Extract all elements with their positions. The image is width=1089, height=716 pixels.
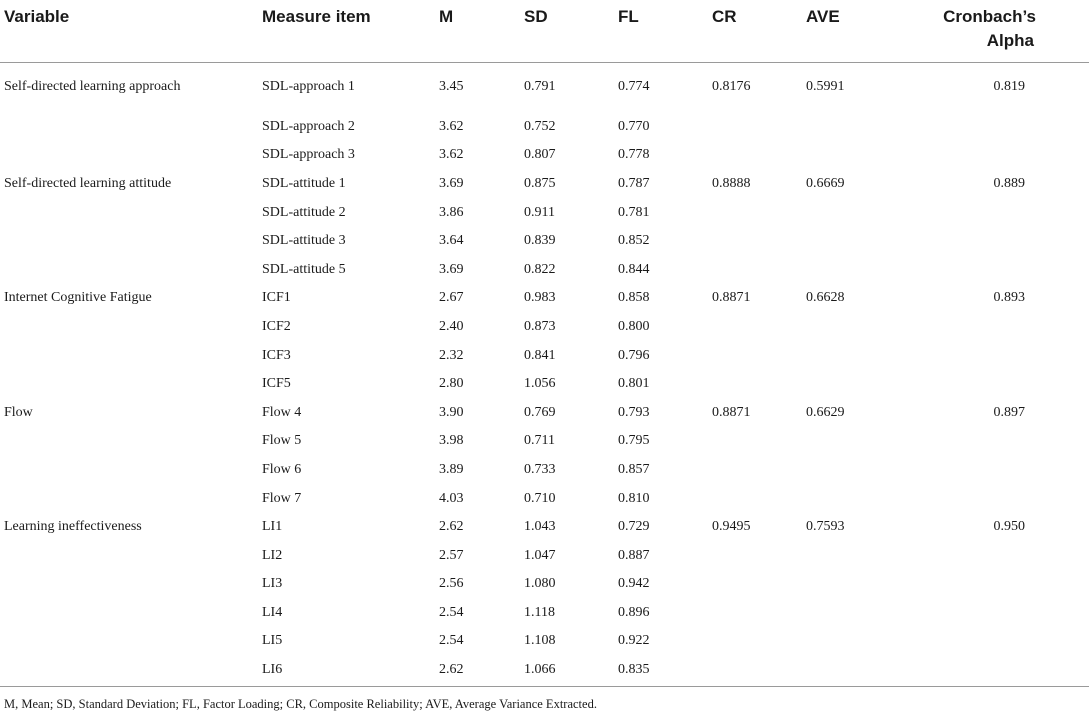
cell-m: 3.62 xyxy=(439,118,464,134)
table-row xyxy=(0,427,1089,456)
cell-sd: 0.769 xyxy=(524,404,556,420)
cell-cr xyxy=(712,198,806,227)
cell-measure-item: LI3 xyxy=(262,576,283,592)
cell-measure-item: SDL-attitude 5 xyxy=(262,261,346,277)
cell-ave xyxy=(806,227,904,256)
cell-ave xyxy=(806,656,904,685)
cell-fl: 0.781 xyxy=(618,204,650,220)
cell-cronbach-alpha xyxy=(904,484,1089,513)
cell-fl: 0.800 xyxy=(618,318,650,334)
table-row xyxy=(0,198,1089,227)
cell-cr: 0.8871 xyxy=(712,290,751,306)
cell-m: 3.62 xyxy=(439,147,464,163)
cell-variable xyxy=(0,484,262,513)
cell-measure-item: SDL-attitude 1 xyxy=(262,175,346,191)
cell-sd: 0.911 xyxy=(524,204,555,220)
cell-cronbach-alpha xyxy=(904,313,1089,342)
cell-variable xyxy=(0,570,262,599)
table-row xyxy=(0,456,1089,485)
cell-variable: Self-directed learning attitude xyxy=(4,175,172,191)
cell-sd: 0.752 xyxy=(524,118,556,134)
cell-ave xyxy=(806,113,904,142)
cell-cronbach-alpha xyxy=(904,255,1089,284)
table-row xyxy=(0,255,1089,284)
cell-variable: Flow xyxy=(4,404,33,420)
cell-cr xyxy=(712,484,806,513)
cell-sd: 0.710 xyxy=(524,490,556,506)
cell-sd: 0.733 xyxy=(524,461,556,477)
table-row xyxy=(0,141,1089,170)
cell-variable xyxy=(0,113,262,142)
cell-cr xyxy=(712,227,806,256)
cell-sd: 1.047 xyxy=(524,547,556,563)
cell-ave xyxy=(806,370,904,399)
cell-fl: 0.844 xyxy=(618,261,650,277)
cell-cronbach-alpha xyxy=(904,227,1089,256)
cell-fl: 0.729 xyxy=(618,519,650,535)
table-row xyxy=(0,62,1089,113)
cell-sd: 0.873 xyxy=(524,318,556,334)
table-body xyxy=(0,62,1089,684)
cell-cr xyxy=(712,599,806,628)
cell-sd: 0.711 xyxy=(524,433,555,449)
cell-cr xyxy=(712,313,806,342)
cell-variable xyxy=(0,141,262,170)
cell-ave xyxy=(806,341,904,370)
cell-sd: 0.822 xyxy=(524,261,556,277)
cell-fl: 0.774 xyxy=(618,78,650,94)
cell-fl: 0.835 xyxy=(618,662,650,678)
table-header xyxy=(0,0,1089,62)
cell-measure-item: LI1 xyxy=(262,519,283,535)
cell-measure-item: SDL-attitude 3 xyxy=(262,233,346,249)
cell-cronbach-alpha: 0.889 xyxy=(993,175,1025,191)
cell-fl: 0.857 xyxy=(618,461,650,477)
cell-fl: 0.778 xyxy=(618,147,650,163)
cell-cronbach-alpha xyxy=(904,370,1089,399)
cell-variable xyxy=(0,198,262,227)
cell-ave xyxy=(806,570,904,599)
cell-measure-item: Flow 5 xyxy=(262,433,302,449)
cell-variable xyxy=(0,341,262,370)
header-cronbach-alpha xyxy=(904,0,1089,62)
cell-cronbach-alpha xyxy=(904,198,1089,227)
header-alpha-line1: Cronbach’s xyxy=(943,7,1036,26)
header-measure-item: Measure item xyxy=(262,7,371,26)
cell-m: 2.80 xyxy=(439,376,464,392)
cell-cr xyxy=(712,627,806,656)
cell-cronbach-alpha: 0.893 xyxy=(993,290,1025,306)
table-bottom-rule xyxy=(0,686,1089,687)
cell-ave xyxy=(806,313,904,342)
cell-sd: 1.080 xyxy=(524,576,556,592)
cell-ave xyxy=(806,599,904,628)
cell-ave: 0.7593 xyxy=(806,519,845,535)
cell-sd: 1.056 xyxy=(524,376,556,392)
cell-cronbach-alpha xyxy=(904,113,1089,142)
cell-cr xyxy=(712,427,806,456)
cell-ave xyxy=(806,541,904,570)
cell-fl: 0.770 xyxy=(618,118,650,134)
cell-fl: 0.793 xyxy=(618,404,650,420)
cell-fl: 0.801 xyxy=(618,376,650,392)
cell-ave: 0.6669 xyxy=(806,175,845,191)
table-row xyxy=(0,599,1089,628)
cell-cronbach-alpha: 0.897 xyxy=(993,404,1025,420)
cell-cr xyxy=(712,570,806,599)
cell-cronbach-alpha xyxy=(904,141,1089,170)
cell-cr: 0.8176 xyxy=(712,78,751,94)
cell-sd: 0.983 xyxy=(524,290,556,306)
cell-cronbach-alpha xyxy=(904,627,1089,656)
cell-cr xyxy=(712,255,806,284)
cell-measure-item: Flow 6 xyxy=(262,461,302,477)
cell-variable xyxy=(0,313,262,342)
cell-cr xyxy=(712,656,806,685)
cell-sd: 1.118 xyxy=(524,604,555,620)
cell-measure-item: LI6 xyxy=(262,662,283,678)
cell-measure-item: SDL-approach 2 xyxy=(262,118,355,134)
cell-variable: Learning ineffectiveness xyxy=(4,519,142,535)
cell-variable xyxy=(0,656,262,685)
cell-sd: 0.875 xyxy=(524,175,556,191)
cell-ave xyxy=(806,456,904,485)
cell-fl: 0.796 xyxy=(618,347,650,363)
table-row xyxy=(0,313,1089,342)
cell-fl: 0.810 xyxy=(618,490,650,506)
table-row xyxy=(0,284,1089,313)
cell-sd: 0.839 xyxy=(524,233,556,249)
cell-ave xyxy=(806,141,904,170)
cell-m: 2.40 xyxy=(439,318,464,334)
cell-variable xyxy=(0,456,262,485)
table-row xyxy=(0,541,1089,570)
cell-sd: 0.791 xyxy=(524,78,556,94)
cell-measure-item: ICF1 xyxy=(262,290,291,306)
header-sd: SD xyxy=(524,7,548,26)
table-row xyxy=(0,627,1089,656)
cell-cr xyxy=(712,141,806,170)
cell-sd: 0.807 xyxy=(524,147,556,163)
cell-cr xyxy=(712,456,806,485)
cell-cronbach-alpha xyxy=(904,570,1089,599)
table-row xyxy=(0,484,1089,513)
cell-ave: 0.5991 xyxy=(806,78,845,94)
cell-m: 3.69 xyxy=(439,261,464,277)
cell-cronbach-alpha xyxy=(904,427,1089,456)
cell-fl: 0.787 xyxy=(618,175,650,191)
cell-variable xyxy=(0,370,262,399)
cell-m: 2.54 xyxy=(439,604,464,620)
table-row xyxy=(0,513,1089,542)
cell-variable xyxy=(0,255,262,284)
cell-m: 2.62 xyxy=(439,662,464,678)
cell-ave xyxy=(806,427,904,456)
cell-m: 3.86 xyxy=(439,204,464,220)
cell-ave xyxy=(806,627,904,656)
header-variable: Variable xyxy=(4,7,70,26)
header-cr: CR xyxy=(712,7,737,26)
table-row xyxy=(0,113,1089,142)
cell-ave: 0.6628 xyxy=(806,290,845,306)
cell-variable: Internet Cognitive Fatigue xyxy=(4,290,152,306)
cell-variable xyxy=(0,627,262,656)
cell-measure-item: SDL-attitude 2 xyxy=(262,204,346,220)
cell-ave: 0.6629 xyxy=(806,404,845,420)
header-m: M xyxy=(439,7,454,26)
cell-fl: 0.795 xyxy=(618,433,650,449)
cell-m: 2.62 xyxy=(439,519,464,535)
cell-fl: 0.852 xyxy=(618,233,650,249)
cell-m: 3.90 xyxy=(439,404,464,420)
cell-measure-item: LI5 xyxy=(262,633,283,649)
cell-cronbach-alpha xyxy=(904,656,1089,685)
cell-variable xyxy=(0,227,262,256)
cell-fl: 0.858 xyxy=(618,290,650,306)
cell-variable xyxy=(0,599,262,628)
cell-sd: 1.108 xyxy=(524,633,556,649)
cell-sd: 0.841 xyxy=(524,347,556,363)
cell-measure-item: LI2 xyxy=(262,547,283,563)
cell-measure-item: ICF2 xyxy=(262,318,291,334)
cell-variable xyxy=(0,427,262,456)
cell-ave xyxy=(806,198,904,227)
cell-m: 2.67 xyxy=(439,290,464,306)
cell-fl: 0.896 xyxy=(618,604,650,620)
table-row xyxy=(0,370,1089,399)
cell-measure-item: Flow 4 xyxy=(262,404,302,420)
cell-ave xyxy=(806,484,904,513)
table-row xyxy=(0,656,1089,685)
header-alpha-line2: Alpha xyxy=(986,31,1034,50)
cell-m: 3.64 xyxy=(439,233,464,249)
cell-cr xyxy=(712,341,806,370)
cell-cronbach-alpha xyxy=(904,599,1089,628)
cell-m: 2.32 xyxy=(439,347,464,363)
header-row xyxy=(0,0,1089,62)
table-row xyxy=(0,341,1089,370)
cell-fl: 0.887 xyxy=(618,547,650,563)
cell-measure-item: SDL-approach 1 xyxy=(262,78,355,94)
cell-m: 4.03 xyxy=(439,490,464,506)
cell-measure-item: ICF3 xyxy=(262,347,291,363)
cell-m: 3.45 xyxy=(439,78,464,94)
cell-cronbach-alpha xyxy=(904,341,1089,370)
cell-cr: 0.8871 xyxy=(712,404,751,420)
cell-cronbach-alpha xyxy=(904,541,1089,570)
cell-fl: 0.922 xyxy=(618,633,650,649)
cell-m: 3.69 xyxy=(439,175,464,191)
table-footnote: M, Mean; SD, Standard Deviation; FL, Factor Loading; CR, Composite Reliability; AVE, Average Variance Extracted. xyxy=(4,697,597,711)
cell-variable xyxy=(0,541,262,570)
cell-cronbach-alpha: 0.819 xyxy=(993,78,1025,94)
cell-ave xyxy=(806,255,904,284)
cell-measure-item: SDL-approach 3 xyxy=(262,147,355,163)
cell-sd: 1.066 xyxy=(524,662,556,678)
table-row xyxy=(0,227,1089,256)
cell-cronbach-alpha xyxy=(904,456,1089,485)
table-row xyxy=(0,570,1089,599)
header-fl: FL xyxy=(618,7,639,26)
table-row xyxy=(0,398,1089,427)
cell-measure-item: LI4 xyxy=(262,604,283,620)
cell-cr: 0.9495 xyxy=(712,519,751,535)
cell-m: 3.98 xyxy=(439,433,464,449)
cell-cronbach-alpha: 0.950 xyxy=(993,519,1025,535)
cell-cr xyxy=(712,541,806,570)
cell-cr xyxy=(712,113,806,142)
cell-fl: 0.942 xyxy=(618,576,650,592)
cell-cr: 0.8888 xyxy=(712,175,751,191)
cell-m: 2.56 xyxy=(439,576,464,592)
cell-m: 2.54 xyxy=(439,633,464,649)
cell-m: 2.57 xyxy=(439,547,464,563)
header-ave: AVE xyxy=(806,7,840,26)
cell-sd: 1.043 xyxy=(524,519,556,535)
cell-variable: Self-directed learning approach xyxy=(4,78,181,94)
cell-measure-item: ICF5 xyxy=(262,376,291,392)
cell-cr xyxy=(712,370,806,399)
cell-m: 3.89 xyxy=(439,461,464,477)
cell-measure-item: Flow 7 xyxy=(262,490,302,506)
table-row xyxy=(0,170,1089,199)
